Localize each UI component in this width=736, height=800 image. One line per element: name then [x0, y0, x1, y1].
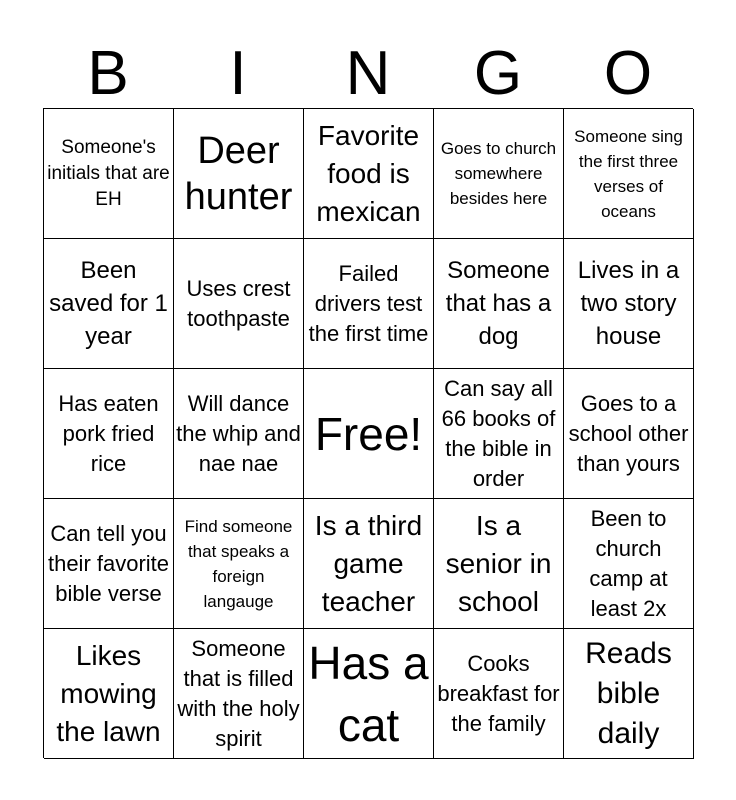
cell-text: Is a senior in school [445, 509, 552, 617]
cell-text: Deer hunter [184, 129, 293, 218]
bingo-cell[interactable] [434, 239, 564, 369]
bingo-cell[interactable] [44, 369, 174, 499]
cell-text: Someone that has a dog [445, 257, 552, 350]
cell-text: Has a cat [308, 636, 429, 751]
cell-text: Find someone that speaks a foreign langauge [184, 516, 293, 611]
bingo-cell[interactable] [564, 239, 694, 369]
bingo-cell[interactable] [304, 109, 434, 239]
cell-text: Likes mowing the lawn [56, 639, 161, 747]
cell-text: Been to church camp at least 2x [589, 505, 668, 621]
bingo-cell[interactable] [434, 109, 564, 239]
bingo-cell[interactable] [44, 239, 174, 369]
bingo-cell[interactable] [304, 629, 434, 759]
bingo-cell[interactable] [174, 499, 304, 629]
bingo-cell[interactable] [174, 239, 304, 369]
cell-text: Reads bible daily [585, 636, 672, 750]
cell-text: Someone's initials that are EH [47, 136, 170, 210]
cell-text: Goes to church somewhere besides here [440, 139, 557, 208]
bingo-cell[interactable] [304, 499, 434, 629]
cell-text: Free! [314, 407, 423, 460]
cell-text: Uses crest toothpaste [186, 275, 291, 331]
bingo-cell[interactable] [434, 369, 564, 499]
cell-text: Can say all 66 books of the bible in order [441, 375, 556, 491]
cell-text: Someone that is filled with the holy spirit [177, 635, 300, 751]
cell-text: Failed drivers test the first time [308, 260, 429, 346]
bingo-cell[interactable] [434, 629, 564, 759]
header-letter-g: G [473, 39, 523, 108]
bingo-cell[interactable] [564, 499, 694, 629]
header-letter-b: B [87, 39, 129, 108]
bingo-header [43, 40, 693, 108]
cell-text: Can tell you their favorite bible verse [47, 520, 170, 606]
header-letter-n: N [345, 39, 391, 108]
cell-text: Cooks breakfast for the family [437, 650, 560, 736]
bingo-cell[interactable] [44, 109, 174, 239]
cell-text: Will dance the whip and nae nae [176, 390, 301, 476]
cell-text: Has eaten pork fried rice [58, 390, 159, 476]
bingo-cell[interactable] [564, 629, 694, 759]
bingo-cell[interactable] [564, 369, 694, 499]
bingo-cell[interactable] [174, 109, 304, 239]
bingo-cell[interactable] [564, 109, 694, 239]
cell-text: Is a third game teacher [314, 509, 423, 617]
bingo-cell[interactable] [304, 239, 434, 369]
cell-text: Someone sing the first three verses of oceans [574, 126, 683, 221]
bingo-card-grid [43, 108, 693, 758]
header-letter-i: I [229, 39, 247, 108]
bingo-cell-free[interactable] [304, 369, 434, 499]
bingo-cell[interactable] [434, 499, 564, 629]
cell-text: Been saved for 1 year [49, 257, 168, 350]
bingo-cell[interactable] [44, 629, 174, 759]
cell-text: Lives in a two story house [577, 257, 680, 350]
bingo-cell[interactable] [174, 369, 304, 499]
cell-text: Goes to a school other than yours [568, 390, 689, 476]
bingo-cell[interactable] [174, 629, 304, 759]
header-letter-o: O [603, 39, 653, 108]
bingo-cell[interactable] [44, 499, 174, 629]
cell-text: Favorite food is mexican [316, 119, 421, 227]
